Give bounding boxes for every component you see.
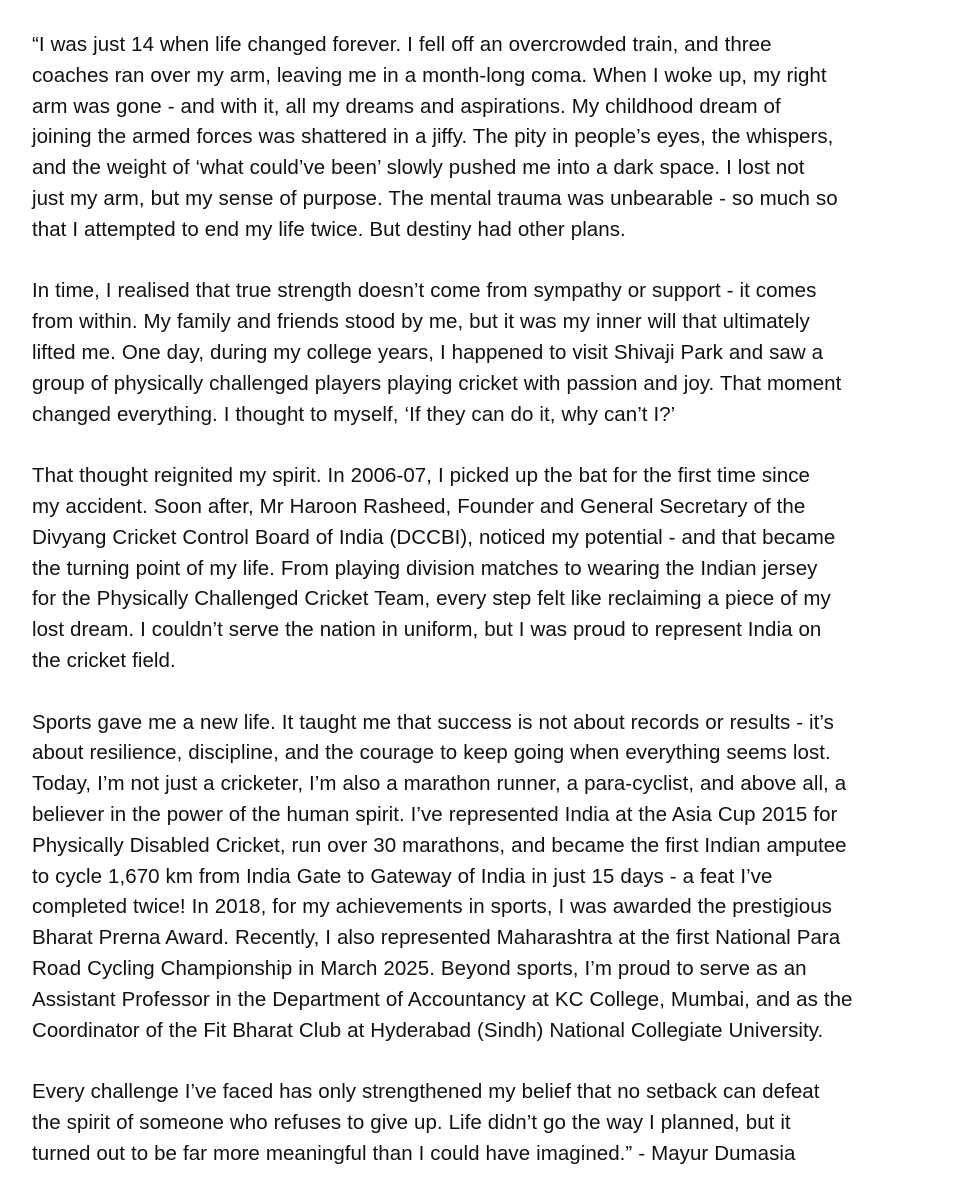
paragraph-5 xyxy=(32,1077,937,1169)
text-line: Today, I’m not just a cricketer, I’m also a marathon runner, a para-cyclist, and above all, a xyxy=(32,772,847,796)
text-line: “I was just 14 when life changed forever. I fell off an overcrowded train, and three xyxy=(32,33,772,56)
text-line: changed everything. I thought to myself, ‘If they can do it, why can’t I?’ xyxy=(32,402,676,426)
text-line: just my arm, but my sense of purpose. The mental trauma was unbearable - so much so xyxy=(32,186,838,210)
text-line: completed twice! In 2018, for my achievements in sports, I was awarded the prestigious xyxy=(32,895,832,919)
text-line: believer in the power of the human spirit. I’ve represented India at the Asia Cup 2015 for xyxy=(32,802,838,826)
paragraph-3 xyxy=(32,461,937,677)
text-line: the spirit of someone who refuses to give up. Life didn’t go the way I planned, but it xyxy=(32,1110,791,1134)
text-line: turned out to be far more meaningful than I could have imagined.” - Mayur Dumasia xyxy=(32,1141,796,1165)
text-line: Divyang Cricket Control Board of India (DCCBI), noticed my potential - and that became xyxy=(32,525,836,549)
text-line: and the weight of ‘what could’ve been’ slowly pushed me into a dark space. I lost not xyxy=(32,156,805,180)
text-line: about resilience, discipline, and the courage to keep going when everything seems lost. xyxy=(32,741,831,765)
quote-text xyxy=(32,30,937,1169)
paragraph-4 xyxy=(32,708,937,1047)
text-line: from within. My family and friends stood by me, but it was my inner will that ultimately xyxy=(32,310,810,334)
text-line: Physically Disabled Cricket, run over 30 marathons, and became the first Indian amputee xyxy=(32,833,847,857)
text-line: Road Cycling Championship in March 2025. Beyond sports, I’m proud to serve as an xyxy=(32,956,807,980)
text-line: Coordinator of the Fit Bharat Club at Hyderabad (Sindh) National Collegiate University. xyxy=(32,1018,824,1042)
text-line: lost dream. I couldn’t serve the nation in uniform, but I was proud to represent India on xyxy=(32,618,822,642)
text-line: that I attempted to end my life twice. But destiny had other plans. xyxy=(32,217,626,241)
paragraph-1 xyxy=(32,30,937,246)
text-line: Sports gave me a new life. It taught me that success is not about records or results - it’s xyxy=(32,710,834,734)
text-line: In time, I realised that true strength doesn’t come from sympathy or support - it comes xyxy=(32,279,817,303)
text-line: coaches ran over my arm, leaving me in a month-long coma. When I woke up, my right xyxy=(32,63,827,87)
text-line: my accident. Soon after, Mr Haroon Rasheed, Founder and General Secretary of the xyxy=(32,494,806,518)
text-line: group of physically challenged players playing cricket with passion and joy. That moment xyxy=(32,371,842,395)
text-line: arm was gone - and with it, all my dreams and aspirations. My childhood dream of xyxy=(32,94,781,118)
text-line: joining the armed forces was shattered in a jiffy. The pity in people’s eyes, the whispers, xyxy=(32,125,834,149)
text-line: for the Physically Challenged Cricket Team, every step felt like reclaiming a piece of my xyxy=(32,587,831,611)
paragraph-2 xyxy=(32,276,937,430)
text-line: Assistant Professor in the Department of Accountancy at KC College, Mumbai, and as the xyxy=(32,987,853,1011)
text-line: the turning point of my life. From playing division matches to wearing the Indian jersey xyxy=(32,556,818,580)
text-line: Bharat Prerna Award. Recently, I also represented Maharashtra at the first National Para xyxy=(32,926,841,950)
text-line: lifted me. One day, during my college years, I happened to visit Shivaji Park and saw a xyxy=(32,340,824,364)
text-line: That thought reignited my spirit. In 2006-07, I picked up the bat for the first time since xyxy=(32,464,810,488)
text-line: to cycle 1,670 km from India Gate to Gateway of India in just 15 days - a feat I’ve xyxy=(32,864,773,888)
text-line: the cricket field. xyxy=(32,648,176,672)
text-line: Every challenge I’ve faced has only strengthened my belief that no setback can defeat xyxy=(32,1080,820,1104)
